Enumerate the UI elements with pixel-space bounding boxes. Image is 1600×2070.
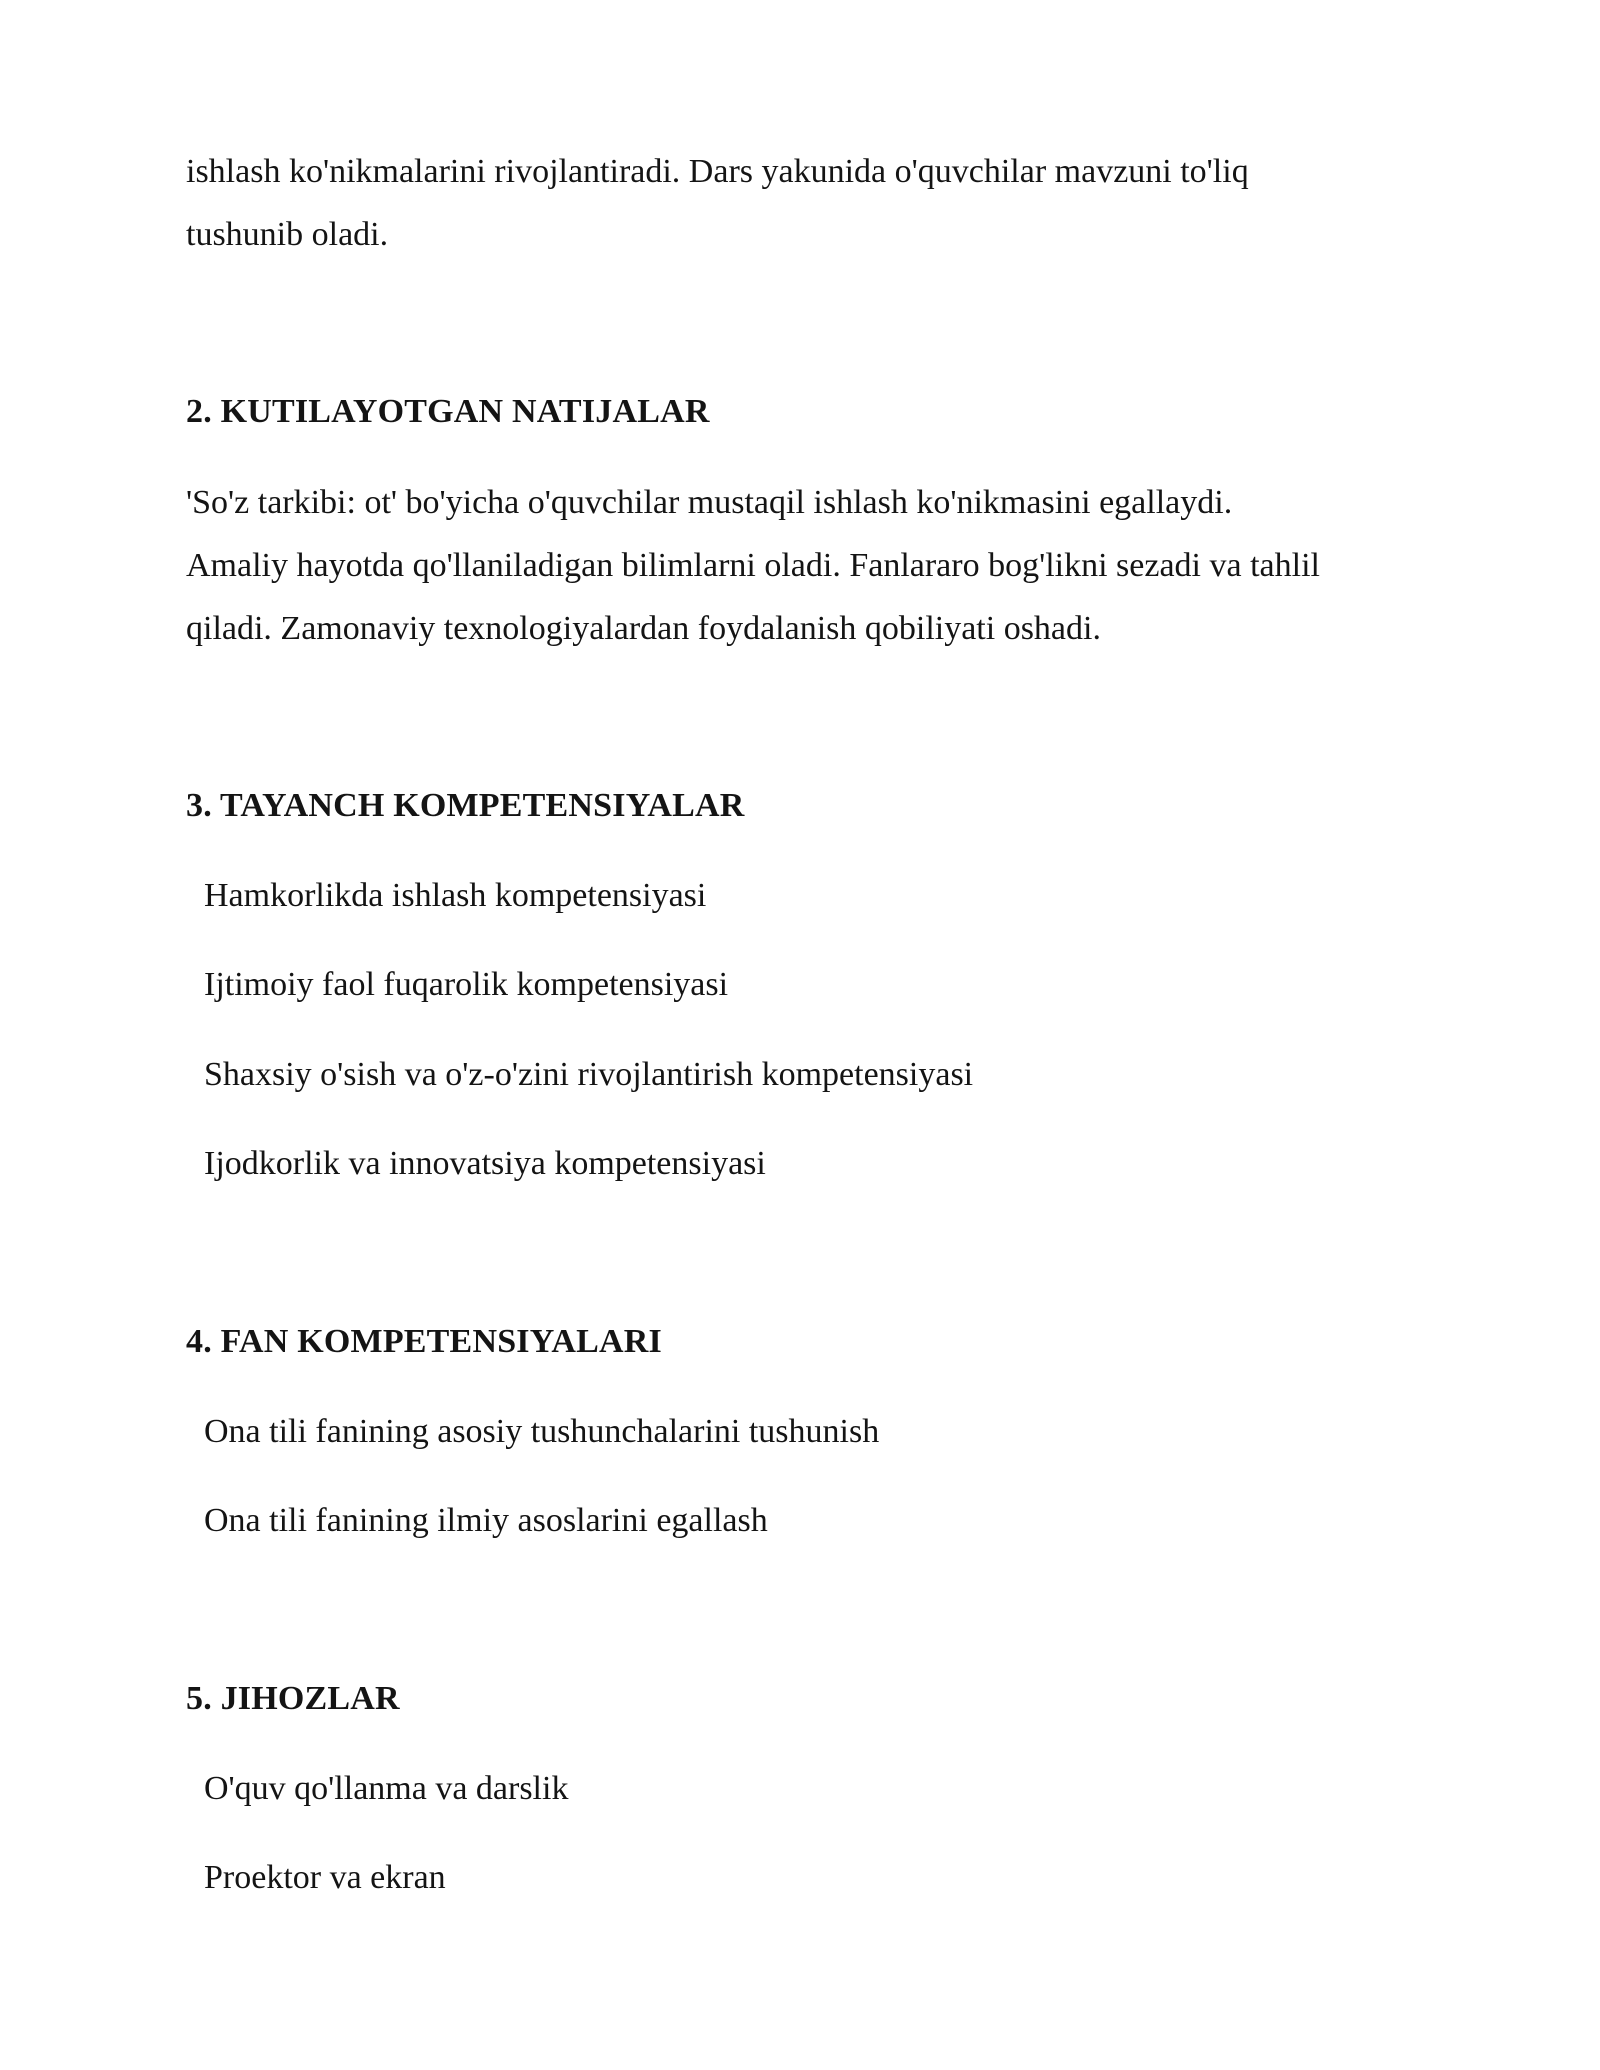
list-item: Hamkorlikda ishlash kompetensiyasi <box>204 877 707 914</box>
list-item: Proektor va ekran <box>204 1859 446 1896</box>
section-heading-equipment: 5. JIHOZLAR <box>186 1680 400 1717</box>
list-item: Ijtimoiy faol fuqarolik kompetensiyasi <box>204 966 729 1003</box>
list-item: O'quv qo'llanma va darslik <box>204 1770 569 1807</box>
intro-line-2: tushunib oladi. <box>186 216 389 253</box>
list-item: Ona tili fanining asosiy tushunchalarini tushunish <box>204 1413 880 1450</box>
intro-line-1: ishlash ko'nikmalarini rivojlantiradi. Dars yakunida o'quvchilar mavzuni to'liq <box>186 153 1249 190</box>
section-heading-subject-competencies: 4. FAN KOMPETENSIYALARI <box>186 1323 662 1360</box>
section2-line-1: 'So'z tarkibi: ot' bo'yicha o'quvchilar mustaqil ishlash ko'nikmasini egallaydi. <box>186 484 1233 521</box>
section-heading-expected-results: 2. KUTILAYOTGAN NATIJALAR <box>186 393 710 430</box>
list-item: Ona tili fanining ilmiy asoslarini egallash <box>204 1502 768 1539</box>
list-item: Ijodkorlik va innovatsiya kompetensiyasi <box>204 1145 766 1182</box>
section2-line-3: qiladi. Zamonaviy texnologiyalardan foydalanish qobiliyati oshadi. <box>186 610 1101 647</box>
section-heading-core-competencies: 3. TAYANCH KOMPETENSIYALAR <box>186 787 745 824</box>
list-item: Shaxsiy o'sish va o'z-o'zini rivojlantirish kompetensiyasi <box>204 1056 974 1093</box>
section2-line-2: Amaliy hayotda qo'llaniladigan bilimlarni oladi. Fanlararo bog'likni sezadi va tahlil <box>186 547 1320 584</box>
